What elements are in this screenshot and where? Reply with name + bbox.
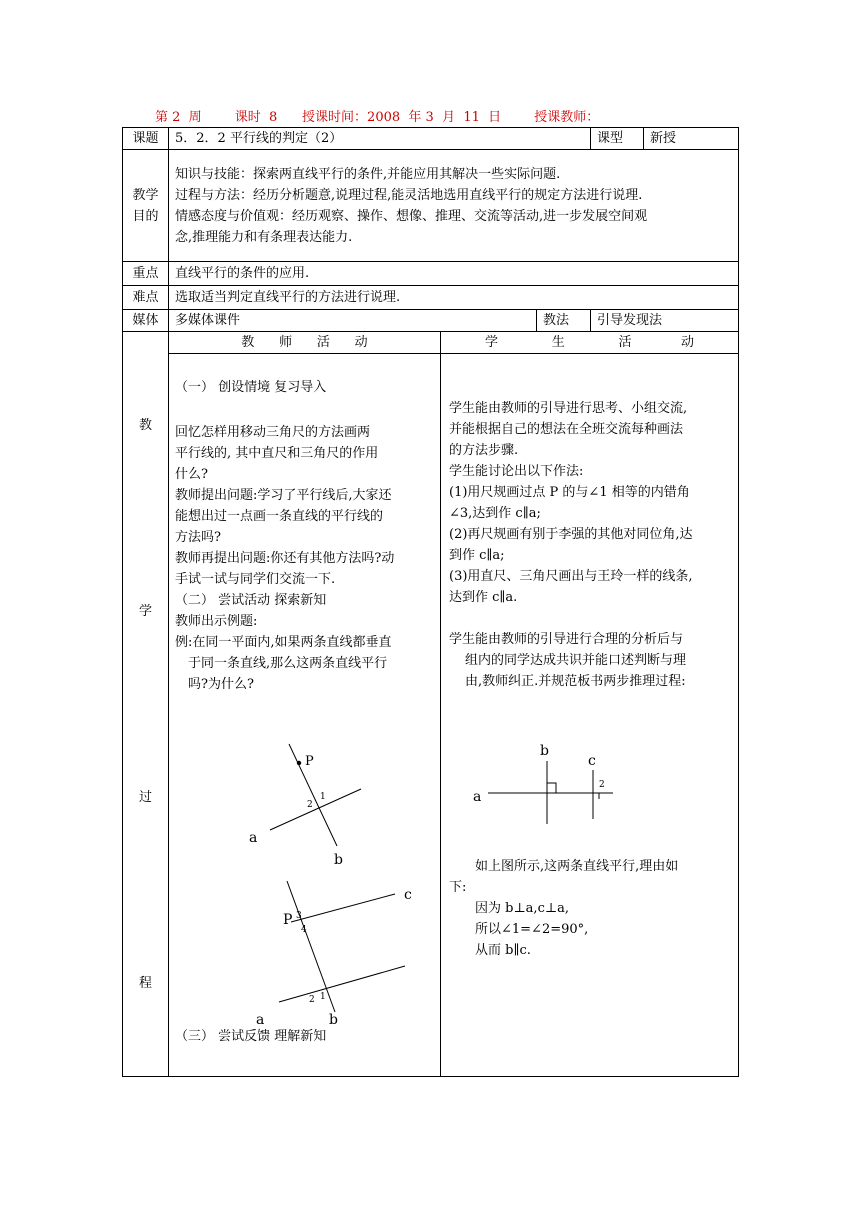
- fig2-label-angle4: 4: [301, 925, 307, 935]
- topic-value: 5．2．2 平行线的判定（2）: [169, 128, 591, 150]
- student-line: 组内的同学达成共识并能口述判断与理: [465, 653, 687, 668]
- lesson-header: 第 2 周 课时 8 授课时间：2008 年 3 月 11 日 授课教师：: [155, 110, 600, 125]
- difficulty-value: 选取适当判定直线平行的方法进行说理.: [169, 286, 739, 310]
- fig2-label-angle3: 3: [296, 911, 302, 921]
- lesson-plan-table: [122, 127, 739, 1077]
- goals-label: 教学 目的: [123, 150, 169, 262]
- fig3-label-angle2: 2: [599, 780, 605, 790]
- teacher-line: 教师再提出问题:你还有其他方法吗?动: [175, 551, 395, 566]
- student-line: 从而 b∥c.: [475, 943, 531, 958]
- fig1-label-angle2: 2: [307, 800, 313, 810]
- teacher-line: 能想出过一点画一条直线的平行线的: [175, 509, 384, 524]
- difficulty-label: 难点: [123, 286, 169, 310]
- topic-row: [123, 128, 739, 150]
- teacher-line: 什么?: [175, 467, 208, 482]
- fig1-label-p: P: [305, 754, 314, 769]
- goals-content: [169, 150, 739, 262]
- student-line: (3)用直尺、三角尺画出与王玲一样的线条,: [449, 569, 693, 584]
- student-line: 达到作 c∥a.: [449, 590, 518, 605]
- student-line: 所以∠1=∠2=90°,: [475, 922, 589, 937]
- student-line: ∠3,达到作 c∥a;: [449, 506, 541, 521]
- fig1-label-b: b: [334, 852, 343, 868]
- key-label: 重点: [123, 262, 169, 286]
- fig3-label-a: a: [473, 789, 482, 805]
- teacher-line: 于同一条直线,那么这两条直线平行: [188, 656, 388, 671]
- media-row: [123, 310, 739, 332]
- student-line: 的方法步骤.: [449, 443, 519, 458]
- figure-intersecting-lines: [239, 734, 389, 868]
- student-line: 到作 c∥a;: [449, 548, 505, 563]
- goals-row: [123, 150, 739, 262]
- teacher-line: 方法吗?: [175, 530, 221, 545]
- student-line: 学生能讨论出以下作法:: [449, 464, 584, 479]
- fig1-label-a: a: [249, 830, 258, 846]
- fig2-label-angle2: 2: [309, 995, 315, 1005]
- fig2-label-p: P: [283, 912, 293, 928]
- fig2-label-c: c: [404, 887, 412, 903]
- activity-header-row: [123, 332, 739, 354]
- student-line: 因为 b⊥a,c⊥a,: [475, 901, 569, 916]
- media-value: 多媒体课件: [169, 310, 537, 332]
- teacher-line: 教师出示例题:: [175, 614, 258, 629]
- student-activity: [441, 354, 739, 1077]
- method-label: 教法: [537, 310, 591, 332]
- goal-line: 知识与技能：探索两直线平行的条件,并能应用其解决一些实际问题.: [175, 166, 561, 182]
- type-label: 课型: [591, 128, 644, 150]
- teacher-line: 手试一试与同学们交流一下.: [175, 572, 336, 587]
- student-line: 下:: [449, 880, 467, 895]
- teacher-line: （三） 尝试反馈 理解新知: [175, 1029, 327, 1044]
- goal-line: 过程与方法：经历分析题意,说理过程,能灵活地选用直线平行的规定方法进行说理.: [175, 187, 643, 203]
- teacher-line: 回忆怎样用移动三角尺的方法画两: [175, 425, 371, 440]
- student-line: 并能根据自己的想法在全班交流每种画法: [449, 422, 684, 437]
- fig2-label-angle1: 1: [320, 992, 326, 1002]
- teacher-activity-header: 教 师 活 动: [169, 332, 441, 354]
- teacher-line: 教师提出问题:学习了平行线后,大家还: [175, 488, 392, 503]
- teacher-line: 例:在同一平面内,如果两条直线都垂直: [175, 635, 392, 650]
- figure-parallel-lines: [239, 874, 419, 1028]
- student-line: 如上图所示,这两条直线平行,理由如: [475, 859, 679, 874]
- fig1-label-angle1: 1: [320, 792, 326, 802]
- fig2-label-a: a: [256, 1012, 265, 1028]
- teacher-line: 吗?为什么?: [188, 677, 254, 692]
- process-label: 教 学 过 程: [123, 332, 169, 1077]
- teacher-line: （二） 尝试活动 探索新知: [175, 593, 327, 608]
- student-line: 学生能由教师的引导进行思考、小组交流,: [449, 401, 688, 416]
- fig2-label-b: b: [329, 1012, 338, 1028]
- media-label: 媒体: [123, 310, 169, 332]
- teacher-line: 平行线的, 其中直尺和三角尺的作用: [175, 446, 379, 461]
- method-value: 引导发现法: [591, 310, 739, 332]
- student-line: (1)用尺规画过点 P 的与∠1 相等的内错角: [449, 485, 690, 500]
- student-line: 学生能由教师的引导进行合理的分析后与: [449, 632, 684, 647]
- student-line: (2)再尺规画有别于李强的其他对同位角,达: [449, 527, 693, 542]
- difficulty-row: [123, 286, 739, 310]
- type-value: 新授: [644, 128, 739, 150]
- topic-label: 课题: [123, 128, 169, 150]
- teacher-activity: [169, 354, 441, 1077]
- teacher-line: （一） 创设情境 复习导入: [175, 380, 327, 395]
- key-row: [123, 262, 739, 286]
- activity-row: [123, 354, 739, 1077]
- fig3-label-c: c: [588, 753, 596, 769]
- goal-line: 念,推理能力和有条理表达能力.: [175, 229, 353, 245]
- key-value: 直线平行的条件的应用.: [169, 262, 739, 286]
- figure-perpendicular-lines: [466, 739, 626, 834]
- student-line: 由,教师纠正.并规范板书两步推理过程:: [465, 674, 686, 689]
- goal-line: 情感态度与价值观：经历观察、操作、想像、推理、交流等活动,进一步发展空间观: [175, 208, 648, 224]
- fig3-label-b: b: [540, 743, 549, 759]
- student-activity-header: 学 生 活 动: [441, 332, 739, 354]
